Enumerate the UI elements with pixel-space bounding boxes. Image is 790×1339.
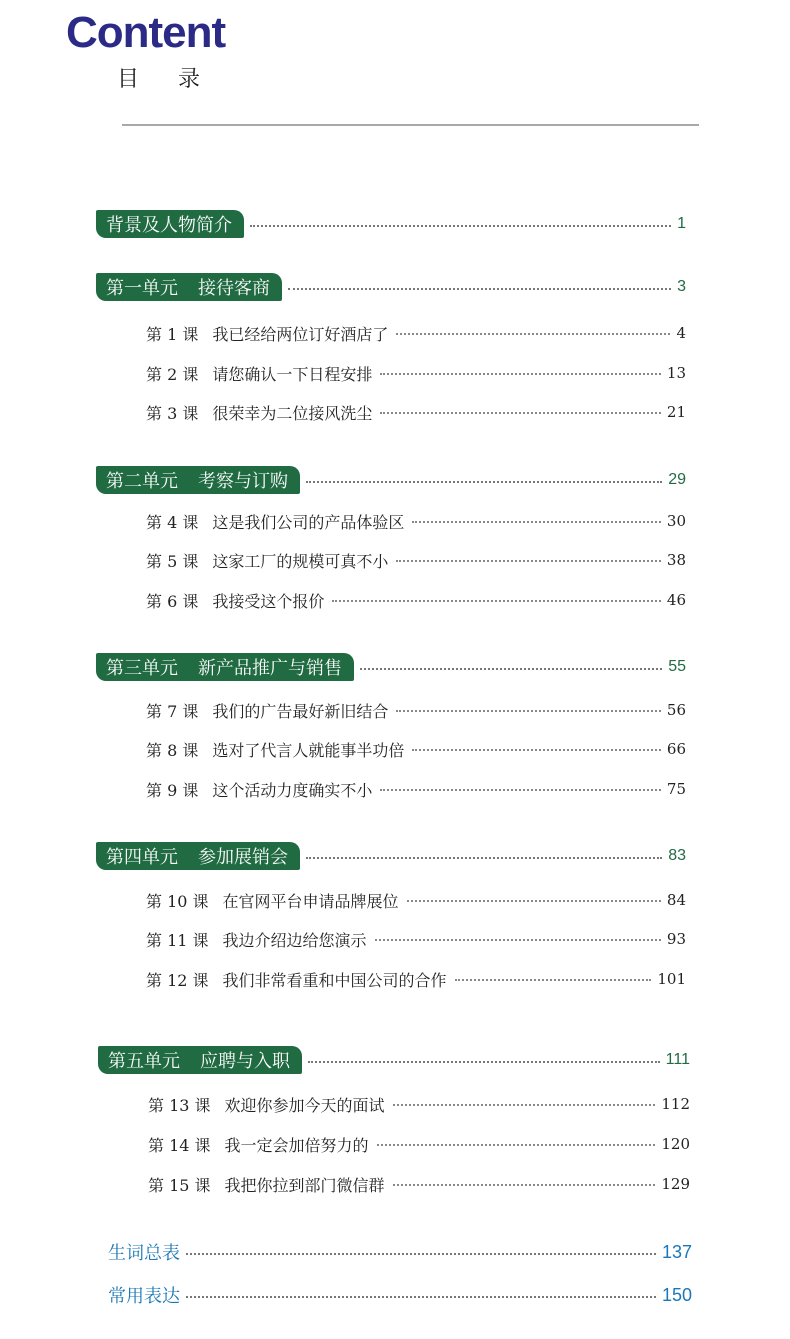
lesson-title: 欢迎你参加今天的面试 xyxy=(224,1095,385,1115)
leader-dots xyxy=(377,1144,656,1146)
lesson-page: 93 xyxy=(666,930,686,948)
lesson-page: 4 xyxy=(676,324,686,342)
leader-dots xyxy=(308,1061,660,1063)
leader-dots xyxy=(380,789,661,791)
appendix-label: 生词总表 xyxy=(108,1243,180,1264)
leader-dots xyxy=(250,225,671,227)
leader-dots xyxy=(186,1253,656,1255)
unit-label: 第二单元 考察与订购 xyxy=(96,466,300,494)
lesson-page: 101 xyxy=(657,970,686,988)
leader-dots xyxy=(393,1184,656,1186)
leader-dots xyxy=(186,1296,656,1298)
leader-dots xyxy=(380,412,661,414)
toc-lesson-2[interactable] xyxy=(146,361,686,385)
lesson-title: 我接受这个报价 xyxy=(212,591,325,611)
lesson-page: 75 xyxy=(666,780,686,798)
lesson-number: 第 12 课 xyxy=(146,970,209,990)
toc-lesson-14[interactable] xyxy=(148,1132,690,1156)
lesson-number: 第 7 课 xyxy=(146,701,199,721)
toc-unit-4[interactable] xyxy=(96,842,686,870)
toc-unit-3[interactable] xyxy=(96,653,686,681)
toc-lesson-11[interactable] xyxy=(146,927,686,951)
leader-dots xyxy=(407,900,661,902)
intro-page: 1 xyxy=(677,215,686,232)
lesson-page: 129 xyxy=(661,1175,690,1193)
lesson-number: 第 15 课 xyxy=(148,1175,211,1195)
unit-label: 第三单元 新产品推广与销售 xyxy=(96,653,354,681)
lesson-title: 在官网平台申请品牌展位 xyxy=(222,891,399,911)
appendix-page: 150 xyxy=(661,1284,692,1305)
leader-dots xyxy=(332,600,661,602)
lesson-title: 这是我们公司的产品体验区 xyxy=(212,512,405,532)
lesson-page: 120 xyxy=(661,1135,690,1153)
appendix-label: 常用表达 xyxy=(108,1286,180,1307)
lesson-number: 第 13 课 xyxy=(148,1095,211,1115)
leader-dots xyxy=(375,939,661,941)
leader-dots xyxy=(288,288,671,290)
lesson-number: 第 2 课 xyxy=(146,364,199,384)
unit-page: 29 xyxy=(668,471,686,488)
toc-lesson-8[interactable] xyxy=(146,737,686,761)
leader-dots xyxy=(360,668,662,670)
lesson-page: 56 xyxy=(666,701,686,719)
toc-intro[interactable] xyxy=(96,210,686,238)
toc-lesson-6[interactable] xyxy=(146,588,686,612)
content-title-en: Content xyxy=(66,8,226,57)
toc-appendix-expressions[interactable] xyxy=(108,1281,692,1309)
unit-label: 第四单元 参加展销会 xyxy=(96,842,300,870)
toc-appendix-vocabulary[interactable] xyxy=(108,1238,692,1266)
leader-dots xyxy=(396,560,661,562)
unit-page: 83 xyxy=(668,847,686,864)
lesson-title: 这个活动力度确实不小 xyxy=(212,780,373,800)
lesson-number: 第 8 课 xyxy=(146,740,199,760)
lesson-number: 第 3 课 xyxy=(146,403,199,423)
lesson-number: 第 6 课 xyxy=(146,591,199,611)
lesson-title: 我把你拉到部门微信群 xyxy=(224,1175,385,1195)
toc-lesson-3[interactable] xyxy=(146,400,686,424)
header-rule xyxy=(122,124,699,126)
content-title-zh: 目 录 xyxy=(117,67,216,92)
toc-lesson-10[interactable] xyxy=(146,888,686,912)
lesson-page: 21 xyxy=(666,403,686,421)
leader-dots xyxy=(306,857,662,859)
toc-unit-2[interactable] xyxy=(96,466,686,494)
leader-dots xyxy=(380,373,661,375)
leader-dots xyxy=(396,710,661,712)
unit-page: 55 xyxy=(668,658,686,675)
lesson-number: 第 14 课 xyxy=(148,1135,211,1155)
lesson-title: 我们非常看重和中国公司的合作 xyxy=(222,970,447,990)
toc-lesson-15[interactable] xyxy=(148,1172,690,1196)
lesson-page: 46 xyxy=(666,591,686,609)
lesson-title: 我一定会加倍努力的 xyxy=(224,1135,369,1155)
lesson-number: 第 1 课 xyxy=(146,324,199,344)
toc-lesson-9[interactable] xyxy=(146,777,686,801)
intro-label: 背景及人物简介 xyxy=(96,210,244,238)
toc-lesson-4[interactable] xyxy=(146,509,686,533)
toc-lesson-7[interactable] xyxy=(146,698,686,722)
toc-lesson-13[interactable] xyxy=(148,1092,690,1116)
lesson-number: 第 4 课 xyxy=(146,512,199,532)
unit-page: 111 xyxy=(665,1051,690,1068)
lesson-page: 112 xyxy=(661,1095,690,1113)
lesson-title: 请您确认一下日程安排 xyxy=(212,364,373,384)
lesson-number: 第 5 课 xyxy=(146,551,199,571)
leader-dots xyxy=(412,521,661,523)
lesson-number: 第 9 课 xyxy=(146,780,199,800)
lesson-title: 这家工厂的规模可真不小 xyxy=(212,551,389,571)
leader-dots xyxy=(412,749,661,751)
leader-dots xyxy=(455,979,652,981)
lesson-page: 38 xyxy=(666,551,686,569)
lesson-title: 我边介绍边给您演示 xyxy=(222,930,367,950)
appendix-page: 137 xyxy=(661,1241,692,1262)
unit-label: 第一单元 接待客商 xyxy=(96,273,282,301)
toc-unit-1[interactable] xyxy=(96,273,686,301)
unit-page: 3 xyxy=(677,278,686,295)
lesson-page: 13 xyxy=(666,364,686,382)
lesson-page: 30 xyxy=(666,512,686,530)
leader-dots xyxy=(393,1104,656,1106)
unit-label: 第五单元 应聘与入职 xyxy=(98,1046,302,1074)
lesson-title: 我们的广告最好新旧结合 xyxy=(212,701,389,721)
lesson-title: 我已经给两位订好酒店了 xyxy=(212,324,389,344)
lesson-page: 66 xyxy=(666,740,686,758)
lesson-number: 第 11 课 xyxy=(146,930,209,950)
toc-lesson-5[interactable] xyxy=(146,548,686,572)
toc-unit-5[interactable] xyxy=(98,1046,690,1074)
lesson-page: 84 xyxy=(666,891,686,909)
toc-lesson-1[interactable] xyxy=(146,321,686,345)
leader-dots xyxy=(396,333,670,335)
leader-dots xyxy=(306,481,662,483)
lesson-title: 很荣幸为二位接风洗尘 xyxy=(212,403,373,423)
lesson-number: 第 10 课 xyxy=(146,891,209,911)
toc-lesson-12[interactable] xyxy=(146,967,686,991)
lesson-title: 选对了代言人就能事半功倍 xyxy=(212,740,405,760)
